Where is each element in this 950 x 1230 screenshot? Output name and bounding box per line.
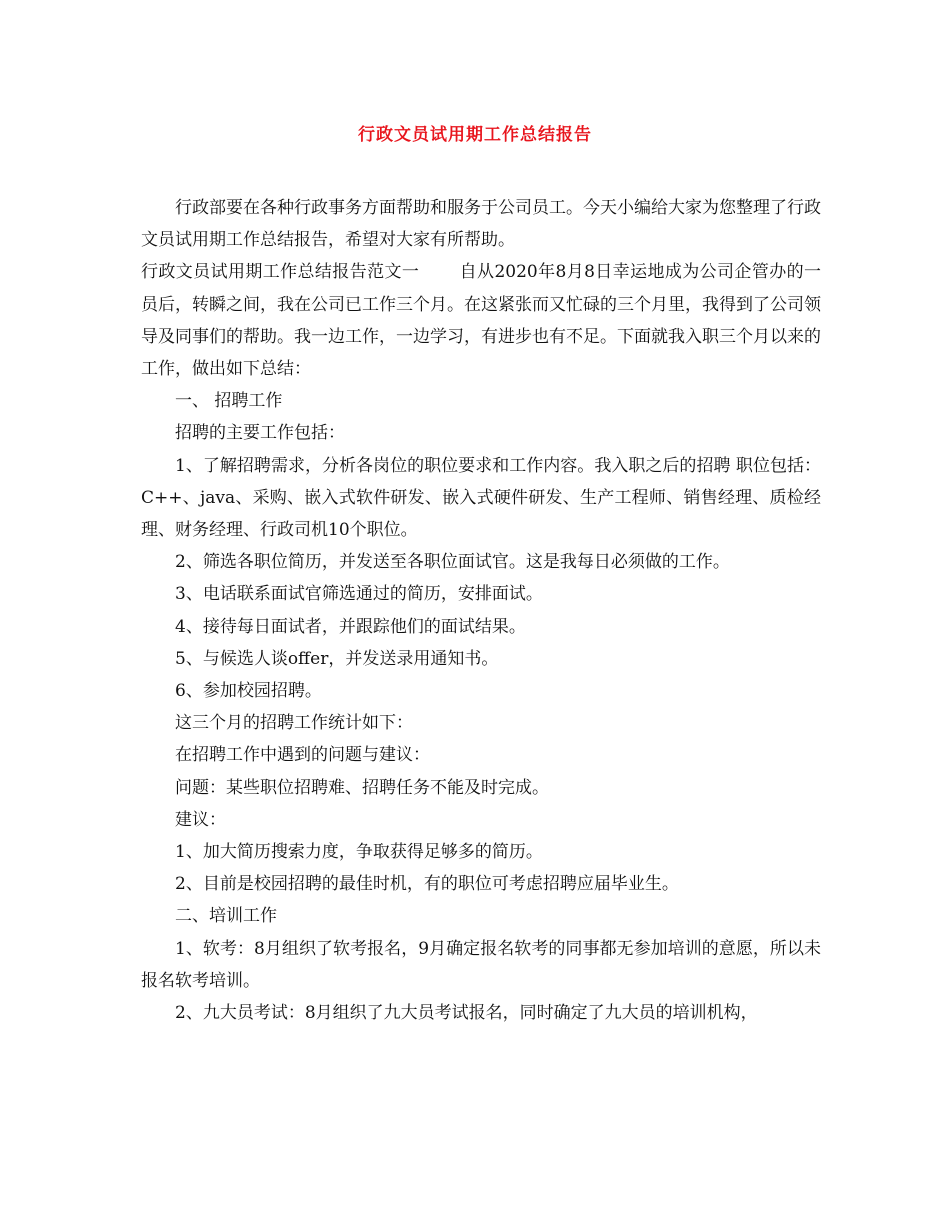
section-heading-training: 二、培训工作 — [175, 906, 277, 927]
list-item: 2、九大员考试：8月组织了九大员考试报名，同时确定了九大员的培训机构， — [175, 1003, 758, 1024]
paragraph: 招聘的主要工作包括： — [175, 423, 345, 444]
paragraph-intro: 行政部要在各种行政事务方面帮助和服务于公司员工。今天小编给大家为您整理了行政文员试用期工作总结报告，希望对大家有所帮助。 — [141, 198, 821, 251]
paragraph-sample-one — [141, 256, 821, 385]
document-title: 行政文员试用期工作总结报告 — [358, 125, 592, 145]
paragraph: 问题：某些职位招聘难、招聘任务不能及时完成。 — [175, 777, 549, 798]
section-heading-recruitment: 一、 招聘工作 — [175, 391, 283, 412]
list-item: 4、接待每日面试者，并跟踪他们的面试结果。 — [175, 616, 526, 637]
paragraph: 这三个月的招聘工作统计如下： — [175, 713, 413, 734]
document-body — [141, 192, 821, 1029]
list-item: 1、了解招聘需求，分析各岗位的职位要求和工作内容。我入职之后的招聘 职位包括：C++、java、采购、嵌入式软件研发、嵌入式硬件研发、生产工程师、销售经理、质检经理、财务经理、行政司机10个职位。 — [141, 455, 821, 541]
sample-body: 自从2020年8月8日幸运地成为公司企管办的一员后，转瞬之间，我在公司已工作三个月。在这紧张而又忙碌的三个月里，我得到了公司领导及同事们的帮助。我一边工作，一边学习，有进步也有不足。下面就我入职三个月以来的工作，做出如下总结： — [141, 262, 821, 380]
list-item: 5、与候选人谈offer，并发送录用通知书。 — [175, 648, 499, 669]
paragraph: 在招聘工作中遇到的问题与建议： — [175, 745, 430, 766]
list-item: 2、筛选各职位简历，并发送至各职位面试官。这是我每日必须做的工作。 — [175, 552, 730, 573]
sample-heading: 行政文员试用期工作总结报告范文一 — [141, 262, 420, 283]
list-item: 2、目前是校园招聘的最佳时机，有的职位可考虑招聘应届毕业生。 — [175, 874, 679, 895]
list-item: 1、软考：8月组织了软考报名，9月确定报名软考的同事都无参加培训的意愿，所以未报名软考培训。 — [141, 938, 821, 991]
paragraph: 建议： — [175, 809, 226, 830]
list-item: 6、参加校园招聘。 — [175, 681, 322, 702]
list-item: 1、加大简历搜索力度，争取获得足够多的简历。 — [175, 842, 543, 863]
list-item: 3、电话联系面试官筛选通过的简历，安排面试。 — [175, 584, 543, 605]
